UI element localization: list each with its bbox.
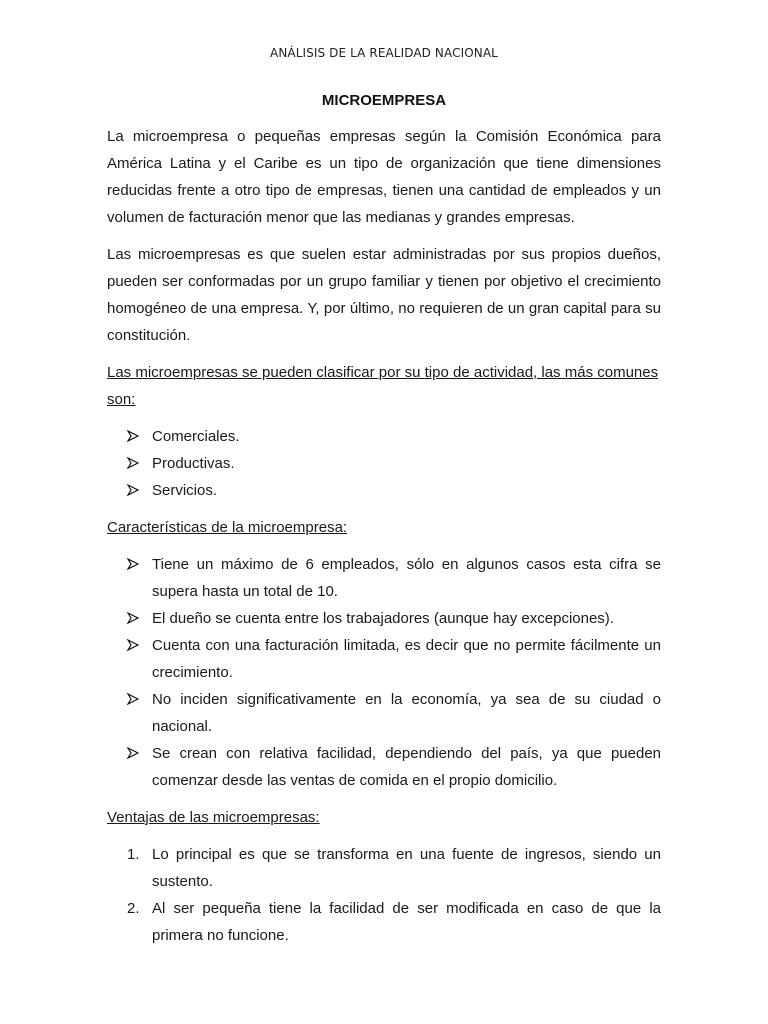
classification-heading: Las microempresas se pueden clasificar por su tipo de actividad, las más comunes son: [107, 364, 659, 408]
characteristics-heading: Características de la microempresa: [107, 519, 348, 536]
list-item-text: Comerciales. [152, 428, 240, 445]
list-item-text: El dueño se cuenta entre los trabajadores (aunque hay excepciones). [152, 610, 614, 627]
classification-list [107, 423, 661, 504]
arrow-bullet-icon [127, 632, 149, 659]
list-item-text: No inciden significativamente en la economía, ya sea de su ciudad o nacional. [152, 691, 661, 735]
list-item [107, 450, 661, 477]
list-number: 1. [127, 846, 140, 863]
list-item [107, 632, 661, 686]
list-item-text: Al ser pequeña tiene la facilidad de ser modificada en caso de que la primera no funcione. [152, 900, 661, 944]
list-item-text: Servicios. [152, 482, 218, 499]
advantages-list [107, 841, 661, 949]
arrow-bullet-icon [127, 686, 149, 713]
running-header: ANÁLISIS DE LA REALIDAD NACIONAL [270, 46, 498, 60]
arrow-bullet-icon [127, 477, 149, 504]
arrow-bullet-icon [127, 605, 149, 632]
list-item [107, 477, 661, 504]
list-item [107, 551, 661, 605]
list-item [107, 686, 661, 740]
document-body [107, 123, 661, 959]
advantages-heading: Ventajas de las microempresas: [107, 809, 320, 826]
characteristics-list [107, 551, 661, 794]
list-item [107, 895, 661, 949]
list-item [107, 841, 661, 895]
paragraph-definition: La microempresa o pequeñas empresas según la Comisión Económica para América Latina y el Caribe es un tipo de organización que tiene dimensiones reducidas frente a otro tipo de empresas, tienen una cantidad de empleados y un volumen de facturación menor que las medianas y grandes empresas. [107, 128, 661, 226]
arrow-bullet-icon [127, 551, 149, 578]
document-title: MICROEMPRESA [321, 92, 447, 109]
list-item-text: Productivas. [152, 455, 235, 472]
list-item-text: Tiene un máximo de 6 empleados, sólo en algunos casos esta cifra se supera hasta un total de 10. [152, 556, 661, 600]
list-item-text: Se crean con relativa facilidad, dependiendo del país, ya que pueden comenzar desde las ventas de comida en el propio domicilio. [152, 745, 661, 789]
arrow-bullet-icon [127, 450, 149, 477]
list-number: 2. [127, 900, 140, 917]
list-item-text: Cuenta con una facturación limitada, es decir que no permite fácilmente un crecimiento. [152, 637, 661, 681]
arrow-bullet-icon [127, 740, 149, 767]
list-item [107, 740, 661, 794]
list-item [107, 605, 661, 632]
list-item [107, 423, 661, 450]
list-item-text: Lo principal es que se transforma en una fuente de ingresos, siendo un sustento. [152, 846, 661, 890]
arrow-bullet-icon [127, 423, 149, 450]
paragraph-administration: Las microempresas es que suelen estar administradas por sus propios dueños, pueden ser conformadas por un grupo familiar y tienen por objetivo el crecimiento homogéneo de una empresa. Y, por último, no requieren de un gran capital para su constitución. [107, 246, 661, 344]
